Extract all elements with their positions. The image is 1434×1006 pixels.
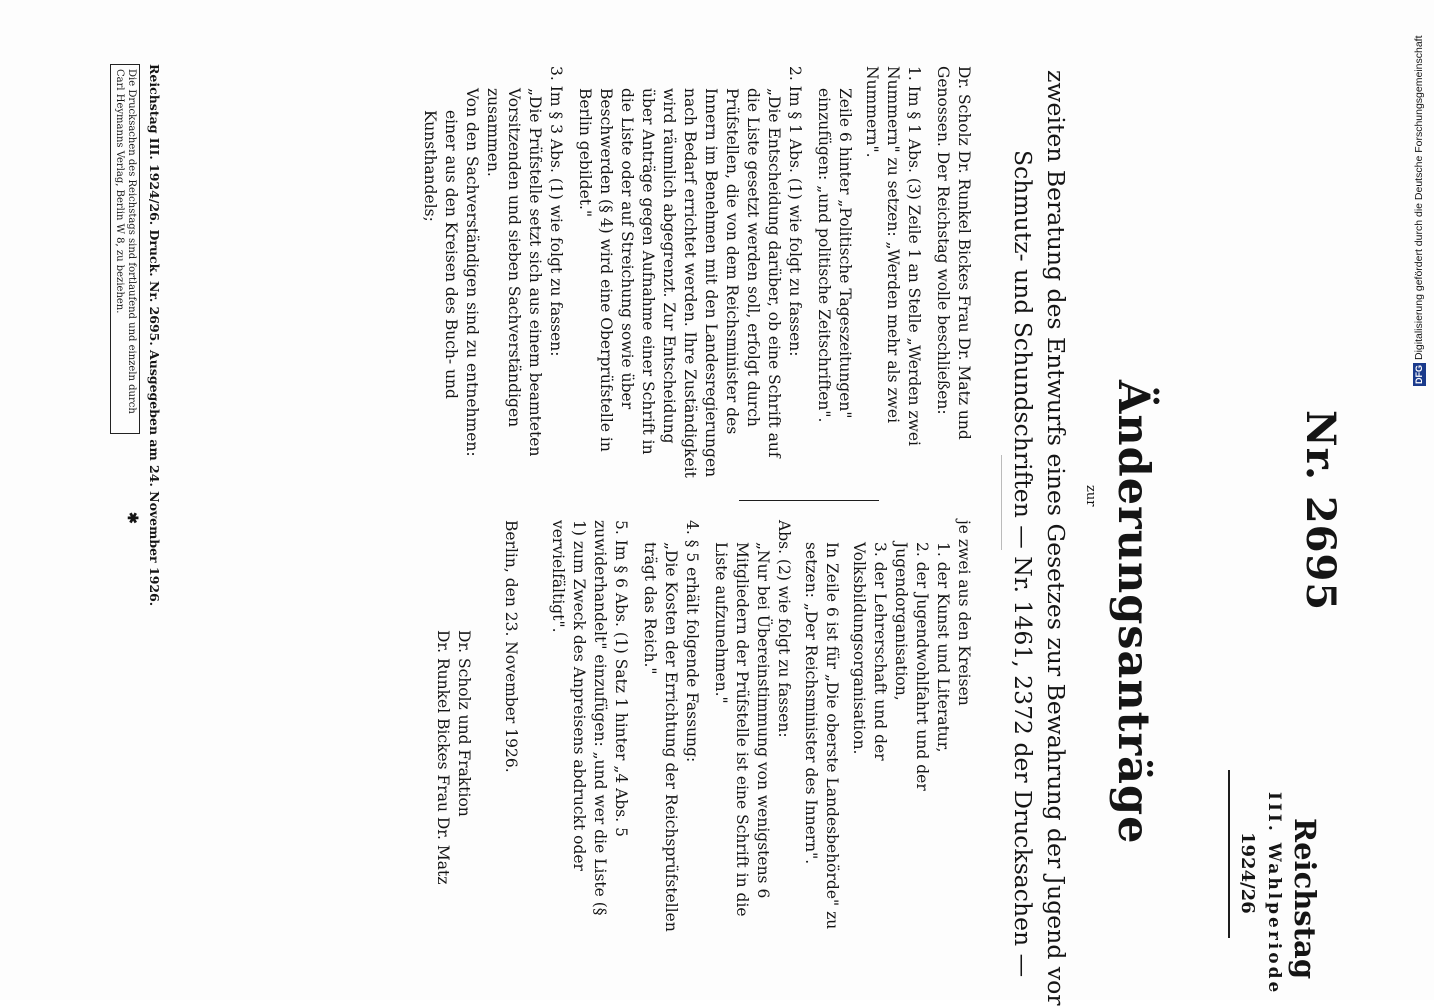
item-1: 1. Im § 1 Abs. (3) Zeile 1 an Stelle „Werden zwei Nummern" zu setzen: „Werden mehr als zwei Nummern". [863, 66, 923, 446]
left-column [419, 66, 974, 478]
dfg-logo-icon: DFG [1414, 365, 1424, 384]
asterisk-mark: ✱ [124, 512, 140, 524]
signature-line-1: Dr. Scholz und Fraktion [455, 630, 473, 817]
right-zeile-6: In Zeile 6 ist für „Die oberste Landesbehörde" zu setzen: „Der Reichsminister des Innern". [802, 542, 841, 930]
title-line-2: Schmutz- und Schundschriften — Nr. 1461, 2372 der Drucksachen — [1009, 150, 1037, 978]
reichstag-title: Reichstag [1288, 818, 1322, 980]
dfg-funding-note [1408, 6, 1430, 386]
signature-line-2: Dr. Runkel Bickes Frau Dr. Matz [434, 630, 452, 885]
right-abs-2-quote: „Nur bei Übereinstimmung von wenigstens 6 Mitgliedern der Prüfstelle ist eine Schrift in die Liste aufzunehmen." [712, 542, 772, 917]
issue-line: Reichstag III. 1924/26. Druck. Nr. 2695. Ausgegeben am 24. November 1926. [147, 64, 162, 607]
column-divider [739, 500, 879, 501]
right-item-4: 4. § 5 erhält folgende Fassung: [683, 520, 701, 763]
intro-paragraph: Dr. Scholz Dr. Runkel Bickes Frau Dr. Matz und Genossen. Der Reichstag wolle beschließen: [934, 66, 973, 440]
wahlperiode-label: III. Wahlperiode [1264, 792, 1284, 996]
title-zur: zur [1083, 485, 1098, 507]
item-2-quote: „Die Entscheidung darüber, ob eine Schrift auf die Liste gesetzt werden soll, erfolgt durch Prüfstellen, die von dem Reichsminister des Innern im Benehmen mit den Landesregierungen nach Bedarf errichtet werden. Ihre Zuständigkeit wird räumlich abgegrenzt. Zur Entscheidung über Anträge gegen Aufnahme einer Schrift in die Liste oder auf Streichung sowie über Beschwerden (§ 4) wird eine Oberprüfstelle in Berlin gebildet." [576, 88, 783, 478]
dfg-text: Digitalisierung gefördert durch die Deutsche Forschungsgemeinschaft [1413, 35, 1425, 360]
item-2: 2. Im § 1 Abs. (1) wie folgt zu fassen: [786, 66, 804, 357]
right-column [432, 520, 974, 932]
item-3-continuation: Von den Sachverständigen sind zu entnehmen: [463, 88, 481, 457]
right-abs-2: Abs. (2) wie folgt zu fassen: [775, 520, 793, 738]
imprint-box [110, 64, 140, 434]
main-title: Änderungsanträge [1108, 380, 1158, 845]
header-rule [1228, 770, 1230, 938]
right-sub-1: 1. der Kunst und Literatur, [934, 542, 952, 753]
right-sub-2: 2. der Jugendwohlfahrt und der Jugendorganisation, [892, 542, 931, 791]
right-item-4-quote: „Die Kosten der Errichtung der Reichsprüfstellen trägt das Reich." [641, 542, 680, 932]
period-years: 1924/26 [1237, 832, 1258, 914]
right-sub-3: 3. der Lehrerschaft und der Volksbildungsorganisation. [850, 542, 889, 761]
item-1-sub: Zeile 6 hinter „Politische Tageszeitungen" einzufügen: „und politische Zeitschriften". [815, 88, 854, 423]
title-line-1: zweiten Beratung des Entwurfs eines Gesetzes zur Bewahrung der Jugend vor [1042, 70, 1070, 1006]
imprint-text: Die Drucksachen des Reichstags sind fortlaufend und einzeln durch Carl Heymanns Verlag, Berlin W 8, zu beziehen. [114, 69, 137, 414]
item-3-quote: „Die Prüfstelle setzt sich aus einem beamteten Vorsitzenden und sieben Sachverständigen zusammen. [484, 88, 544, 457]
right-item-5: 5. Im § 6 Abs. (1) Satz 1 hinter „4 Abs. 5 zuwiderhandelt" einzufügen: „und wer die Liste (§ 1) zum Zweck des Anpreisens abdruckt oder vervielfältigt". [549, 520, 630, 916]
title-rule [1001, 455, 1002, 550]
document-number: Nr. 2695 [1297, 410, 1344, 612]
item-3-last: einer aus den Kreisen des Buch- und Kunsthandels; [421, 110, 460, 399]
right-intro: je zwei aus den Kreisen [955, 520, 973, 706]
date-line: Berlin, den 23. November 1926. [502, 520, 520, 773]
item-3: 3. Im § 3 Abs. (1) wie folgt zu fassen: [547, 66, 565, 357]
